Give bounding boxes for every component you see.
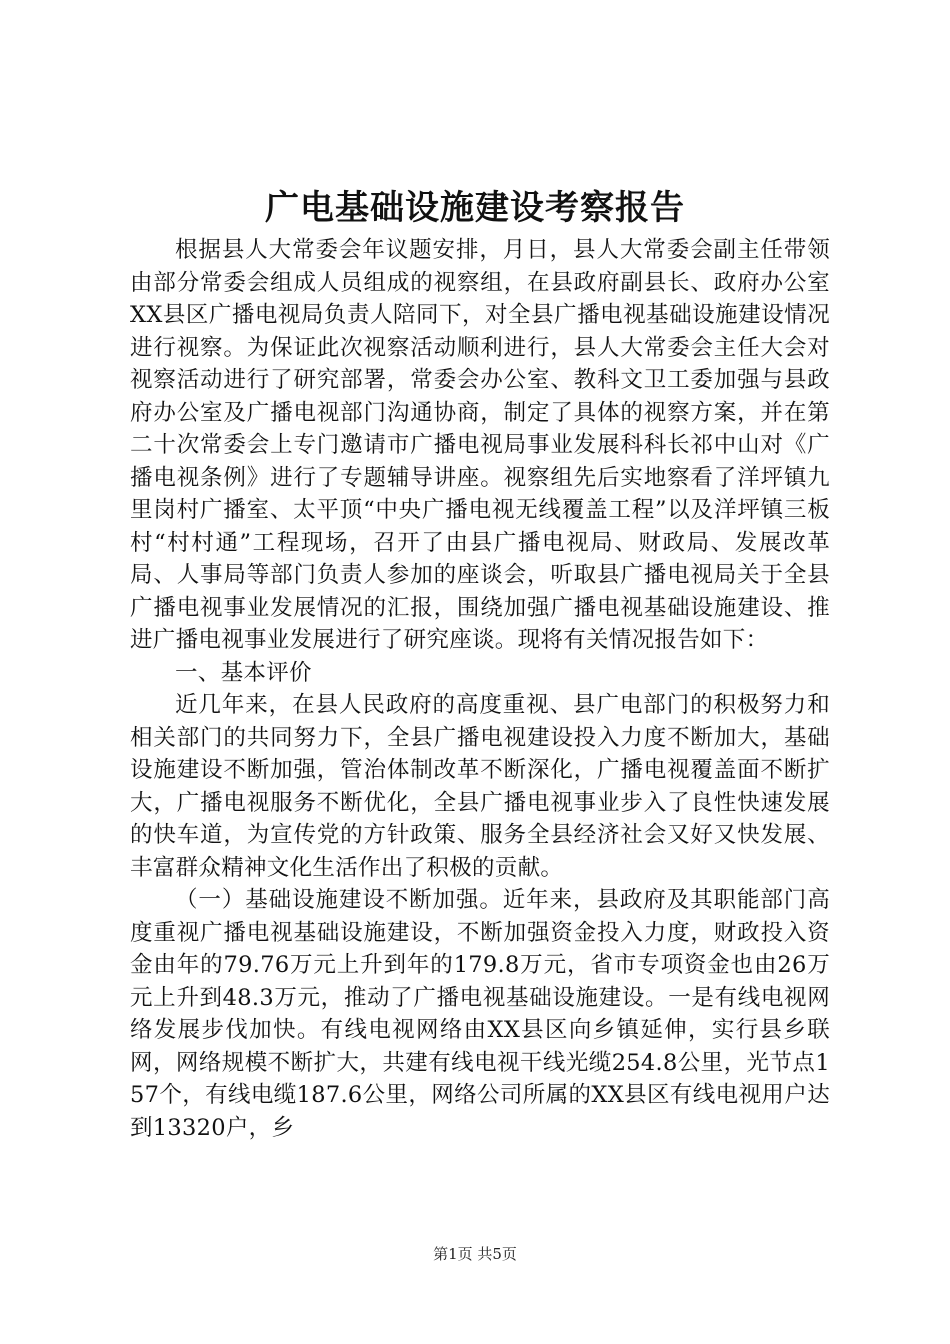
section-heading-basic-evaluation: 一、基本评价 (175, 659, 312, 686)
page-footer: 第1页 共5页 (433, 1245, 517, 1263)
intro-paragraph: 根据县人大常委会年议题安排，月日，县人大常委会副主任带领由部分常委会组成人员组成的视察组，在县政府副县长、政府办公室XX县区广播电视局负责人陪同下，对全县广播电视基础设施建设情况进行视察。为保证此次视察活动顺利进行，县人大常委会主任大会对视察活动进行了研究部署，常委会办公室、教科文卫工委加强与县政府办公室及广播电视部门沟通协商，制定了具体的视察方案，并在第二十次常委会上专门邀请市广播电视局事业发展科科长祁中山对《广播电视条例》进行了专题辅导讲座。视察组先后实地察看了洋坪镇九里岗村广播室、太平顶“中央广播电视无线覆盖工程”以及洋坪镇三板村“村村通”工程现场，召开了由县广播电视局、财政局、发展改革局、人事局等部门负责人参加的座谈会，听取县广播电视局关于全县广播电视事业发展情况的汇报，围绕加强广播电视基础设施建设、推进广播电视事业发展进行了研究座谈。现将有关情况报告如下： (130, 237, 830, 653)
infrastructure-paragraph: （一）基础设施建设不断加强。近年来，县政府及其职能部门高度重视广播电视基础设施建设，不断加强资金投入力度，财政投入资金由年的79.76万元上升到年的179.8万元，省市专项资金也由26万元上升到48.3万元，推动了广播电视基础设施建设。一是有线电视网络发展步伐加快。有线电视网络由XX县区向乡镇延伸，实行县乡联网，网络规模不断扩大，共建有线电视干线光缆254.8公里，光节点157个，有线电缆187.6公里，网络公司所属的XX县区有线电视用户达到13320户，乡 (130, 887, 830, 1141)
document-body (130, 234, 830, 1144)
document-title: 广电基础设施建设考察报告 (265, 188, 685, 228)
evaluation-paragraph: 近几年来，在县人民政府的高度重视、县广电部门的积极努力和相关部门的共同努力下，全县广播电视建设投入力度不断加大，基础设施建设不断加强，管治体制改革不断深化，广播电视覆盖面不断扩大，广播电视服务不断优化，全县广播电视事业步入了良性快速发展的快车道，为宣传党的方针政策、服务全县经济社会又好又快发展、丰富群众精神文化生活作出了积极的贡献。 (130, 692, 830, 881)
